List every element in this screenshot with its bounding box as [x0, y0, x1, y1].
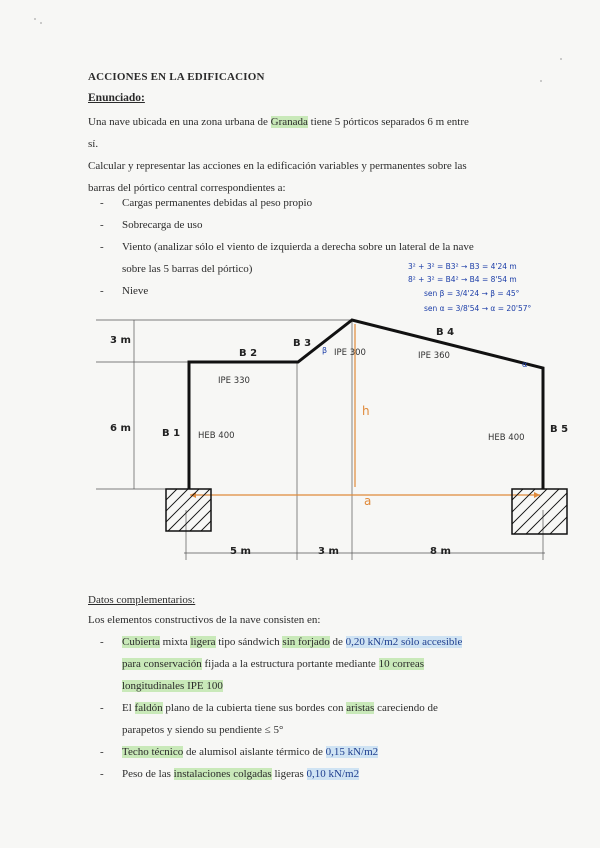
- highlight: Techo técnico: [122, 746, 184, 758]
- text-span: ligeras: [271, 768, 307, 780]
- profile-label-b5: HEB 400: [488, 433, 525, 443]
- list-dash: -: [100, 219, 104, 231]
- bar-label-b2: B 2: [239, 348, 258, 359]
- highlight: 0,10 kN/m2: [306, 768, 360, 780]
- highlight: sin forjado: [282, 636, 330, 648]
- bar-label-b4: B 4: [436, 327, 455, 338]
- height-mark: h: [362, 404, 370, 418]
- document-title: ACCIONES EN LA EDIFICACION: [88, 71, 265, 83]
- highlight: ligera: [190, 636, 216, 648]
- text-span: El: [122, 702, 135, 714]
- list-dash: -: [100, 636, 104, 648]
- list-item-text: Sobrecarga de uso: [122, 219, 203, 231]
- profile-label-b3: IPE 300: [334, 348, 366, 358]
- list-item: [100, 631, 462, 697]
- highlight: 10 correas: [378, 658, 425, 670]
- handwritten-note: 8² + 3² = B4² → B4 = 8'54 m: [408, 275, 517, 284]
- profile-label-b2: IPE 330: [218, 376, 250, 386]
- highlight: instalaciones colgadas: [173, 768, 272, 780]
- text-span: mixta: [159, 636, 191, 648]
- calc-line1: Calcular y representar las acciones en la edificación variables y permanentes sobre las: [88, 160, 467, 172]
- highlight: aristas: [346, 702, 375, 714]
- text-span: de: [329, 636, 346, 648]
- list-item-text: Cargas permanentes debidas al peso propio: [122, 197, 313, 209]
- list-item-text: Viento (analizar sólo el viento de izquierda a derecha sobre un lateral de la nave: [122, 241, 474, 253]
- text-span: fijada a la estructura portante mediante: [201, 658, 379, 670]
- section-heading: Enunciado:: [88, 92, 145, 104]
- dimension-label-bottom-1: 5 m: [230, 546, 251, 557]
- list-item: [100, 763, 462, 785]
- highlight: faldón: [134, 702, 163, 714]
- text-span: de alumisol aislante térmico de: [183, 746, 326, 758]
- list-item: [100, 741, 462, 763]
- dimension-label-left: 6 m: [110, 423, 131, 434]
- text-span: parapetos y siendo su pendiente ≤ 5°: [122, 724, 284, 736]
- intro-text: Una nave ubicada en una zona urbana de: [88, 116, 271, 128]
- highlight: 0,20 kN/m2 sólo accesible: [345, 636, 463, 648]
- highlight: Cubierta: [122, 636, 160, 648]
- list-item-text: Nieve: [122, 285, 149, 297]
- highlight: longitudinales IPE 100: [122, 680, 223, 692]
- intro-city: Granada: [270, 116, 308, 128]
- calc-line2: barras del pórtico central correspondientes a:: [88, 182, 286, 194]
- highlight: para conservación: [122, 658, 202, 670]
- dimension-label-top: 3 m: [110, 335, 131, 346]
- bar-label-b5: B 5: [550, 424, 569, 435]
- profile-label-b1: HEB 400: [198, 431, 235, 441]
- span-mark: a: [364, 494, 372, 508]
- text-span: Peso de las: [122, 768, 174, 780]
- angle-beta: β: [322, 346, 328, 355]
- list-item: [100, 697, 462, 741]
- text-span: tipo sándwich: [215, 636, 283, 648]
- highlight: 0,15 kN/m2: [325, 746, 379, 758]
- list-dash: -: [100, 285, 104, 297]
- handwritten-note: sen β = 3/4'24 → β = 45°: [424, 289, 520, 298]
- list-dash: -: [100, 197, 104, 209]
- text-span: plano de la cubierta tiene sus bordes con: [162, 702, 347, 714]
- angle-alpha: α: [522, 360, 528, 369]
- handwritten-note: 3² + 3² = B3² → B3 = 4'24 m: [408, 262, 517, 271]
- list-dash: -: [100, 746, 104, 758]
- list-dash: -: [100, 241, 104, 253]
- intro-text-line2: sí.: [88, 138, 99, 150]
- complementary-intro: Los elementos constructivos de la nave consisten en:: [88, 614, 321, 626]
- intro-text-end: tiene 5 pórticos separados 6 m entre: [307, 116, 469, 128]
- bar-label-b3: B 3: [293, 338, 312, 349]
- list-item-text: sobre las 5 barras del pórtico): [122, 263, 253, 275]
- list-dash: -: [100, 768, 104, 780]
- profile-label-b4: IPE 360: [418, 351, 450, 361]
- text-span: careciendo de: [374, 702, 438, 714]
- handwritten-note: sen α = 3/8'54 → α = 20'57°: [424, 304, 532, 313]
- complementary-heading: Datos complementarios:: [88, 594, 196, 606]
- bar-label-b1: B 1: [162, 428, 181, 439]
- list-dash: -: [100, 702, 104, 714]
- dimension-label-bottom-2: 3 m: [318, 546, 339, 557]
- complementary-list: [100, 631, 462, 785]
- dimension-label-bottom-3: 8 m: [430, 546, 451, 557]
